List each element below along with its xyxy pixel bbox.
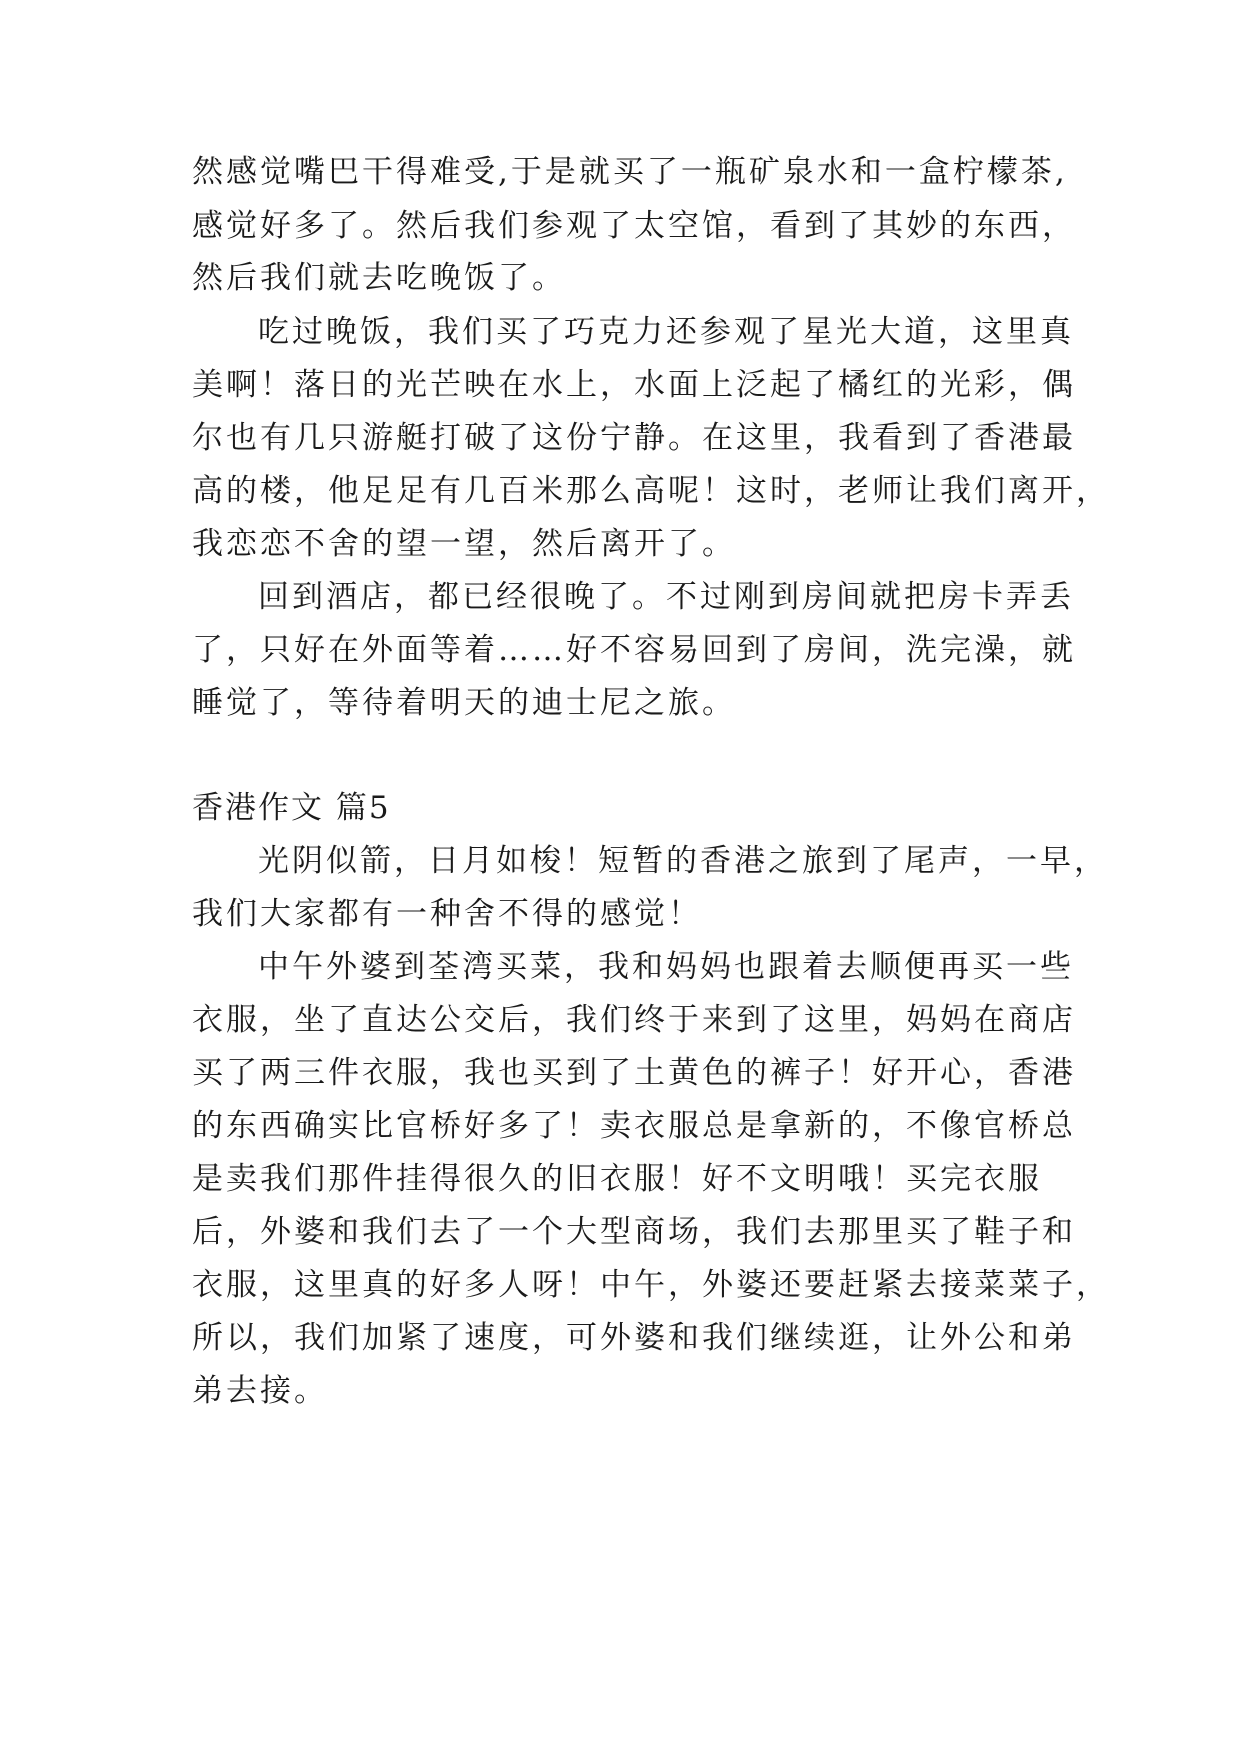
paragraph-first-line: 回到酒店，都已经很晚了。不过刚到房间就把房卡弄丢 (258, 579, 1074, 615)
paragraph-first-line: 中午外婆到荃湾买菜，我和妈妈也跟着去顺便再买一些 (258, 949, 1074, 985)
text-line: 的东西确实比官桥好多了！卖衣服总是拿新的，不像官桥总 (192, 1108, 1076, 1144)
text-line: 弟去接。 (192, 1373, 328, 1409)
text-line: 后，外婆和我们去了一个大型商场，我们去那里买了鞋子和 (192, 1214, 1076, 1250)
text-line: 是卖我们那件挂得很久的旧衣服！好不文明哦！买完衣服 (192, 1161, 1042, 1197)
text-line: 了，只好在外面等着……好不容易回到了房间，洗完澡，就 (192, 632, 1076, 668)
section-heading: 香港作文 篇5 (192, 790, 391, 826)
text-line: 衣服，坐了直达公交后，我们终于来到了这里，妈妈在商店 (192, 1002, 1076, 1038)
text-line: 睡觉了，等待着明天的迪士尼之旅。 (192, 685, 736, 721)
text-line: 然后我们就去吃晚饭了。 (192, 260, 566, 296)
text-line: 买了两三件衣服，我也买到了土黄色的裤子！好开心，香港 (192, 1055, 1076, 1091)
paragraph-first-line: 吃过晚饭，我们买了巧克力还参观了星光大道，这里真 (258, 314, 1074, 350)
paragraph-first-line: 光阴似箭，日月如梭！短暂的香港之旅到了尾声，一早， (258, 843, 1108, 879)
text-line: 美啊！落日的光芒映在水上，水面上泛起了橘红的光彩，偶 (192, 367, 1076, 403)
text-line: 所以，我们加紧了速度，可外婆和我们继续逛，让外公和弟 (192, 1320, 1076, 1356)
text-line: 我们大家都有一种舍不得的感觉！ (192, 896, 702, 932)
text-line: 尔也有几只游艇打破了这份宁静。在这里，我看到了香港最 (192, 420, 1076, 456)
text-line: 衣服，这里真的好多人呀！中午，外婆还要赶紧去接菜菜子， (192, 1267, 1110, 1303)
text-line: 高的楼，他足足有几百米那么高呢！这时，老师让我们离开， (192, 473, 1110, 509)
text-line: 我恋恋不舍的望一望，然后离开了。 (192, 526, 736, 562)
text-line: 然感觉嘴巴干得难受,于是就买了一瓶矿泉水和一盒柠檬茶, (192, 154, 1068, 190)
text-line: 感觉好多了。然后我们参观了太空馆，看到了其妙的东西， (192, 208, 1076, 244)
